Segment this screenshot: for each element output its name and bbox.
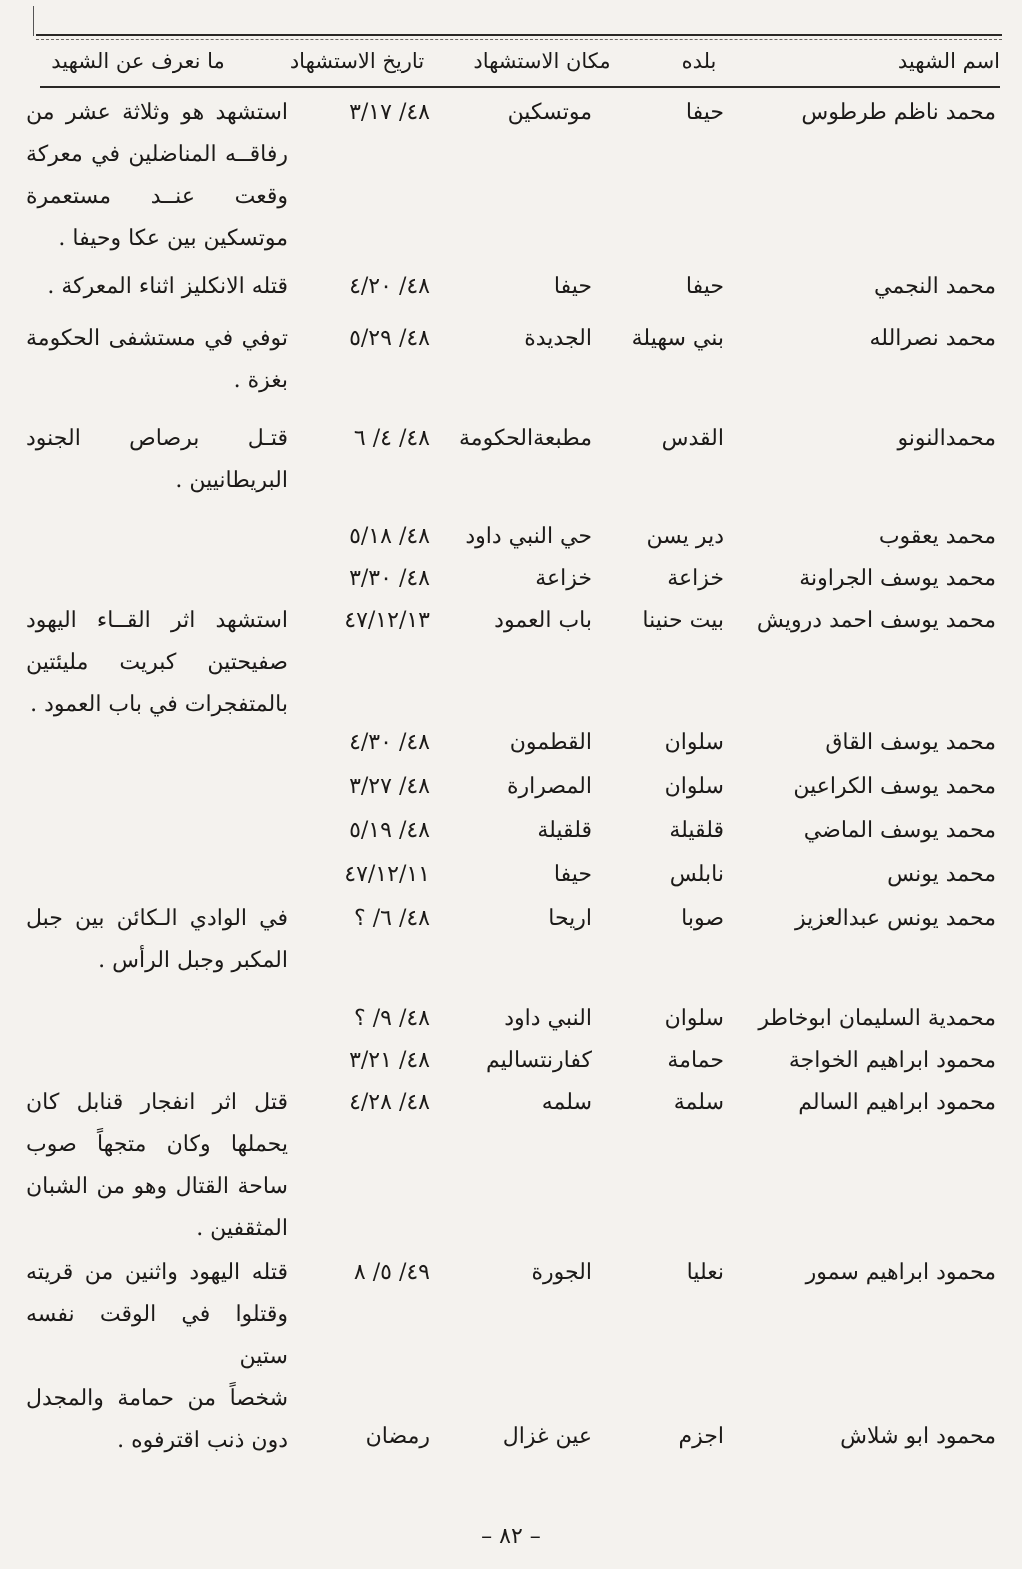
row-date: ٤٨/ ٥/١٩: [349, 818, 430, 843]
row-notes: [26, 600, 288, 726]
page-number: – ٨٢ –: [481, 1524, 541, 1549]
row-notes: [26, 318, 288, 402]
row-town: نعليا: [686, 1260, 724, 1285]
row-notes: [26, 92, 288, 260]
row-notes: [26, 266, 288, 308]
row-place: النبي داود: [504, 1006, 592, 1031]
row-place: خزاعة: [535, 566, 592, 591]
notes-line: يحملها وكان متجهاً صوب: [26, 1132, 288, 1157]
row-date: ٤٧/١٢/١١: [344, 862, 430, 887]
row-date: ٤٨/ ٦/ ؟: [354, 906, 430, 931]
header-town: بلده: [681, 49, 717, 73]
notes-line: المثقفين .: [196, 1216, 288, 1241]
row-date: ٤٨/ ٥/٢٩: [349, 326, 430, 351]
row-name: محمد ناظم طرطوس: [801, 100, 996, 125]
row-place: عين غزال: [502, 1424, 592, 1449]
row-date: ٤٨/ ٤/٣٠: [349, 730, 430, 755]
row-notes: [26, 1082, 288, 1250]
margin-mark: [33, 6, 34, 36]
row-town: اجزم: [678, 1424, 724, 1449]
notes-line: في الوادي الـكائن بين جبل: [26, 906, 288, 931]
notes-line: قتل اثر انفجار قنابل كان: [26, 1090, 288, 1115]
row-town: سلوان: [664, 730, 724, 755]
notes-line: استشهد هو وثلاثة عشر من: [26, 100, 288, 125]
row-date: ٤٨/ ٤/ ٦: [353, 426, 430, 451]
row-place: قلقيلة: [537, 818, 592, 843]
row-date: ٤٧/١٢/١٣: [344, 608, 430, 633]
header-name: اسم الشهيد: [897, 49, 1000, 73]
header-place: مكان الاستشهاد: [473, 49, 611, 73]
row-town: دير يسن: [646, 524, 724, 549]
row-date: ٤٨/ ٤/٢٠: [349, 274, 430, 299]
row-name: محمد يونس: [887, 862, 996, 887]
notes-line: دون ذنب اقترفوه .: [117, 1428, 288, 1453]
row-name: محمود ابراهيم الخواجة: [788, 1048, 996, 1073]
row-town: قلقيلة: [669, 818, 724, 843]
notes-line: وقتلوا في الوقت نفسه ستين: [26, 1302, 288, 1369]
notes-line: موتسكين بين عكا وحيفا .: [58, 226, 288, 251]
notes-line: وقعت عنــد مستعمرة: [26, 184, 288, 209]
top-rule-faint: [36, 39, 1002, 40]
row-town: سلوان: [664, 774, 724, 799]
row-date: رمضان: [365, 1424, 430, 1449]
notes-line: المكبر وجبل الرأس .: [98, 948, 288, 973]
row-place: اريحا: [548, 906, 592, 931]
row-place: المصرارة: [506, 774, 592, 799]
row-name: محمد يوسف الماضي: [803, 818, 996, 843]
row-place: الجديدة: [524, 326, 592, 351]
row-notes: [26, 418, 288, 502]
row-name: محمد يوسف احمد درويش: [756, 608, 996, 633]
row-town: بني سهيلة: [631, 326, 724, 351]
row-name: محمد نصرالله: [869, 326, 996, 351]
row-name: محمدالنونو: [897, 426, 996, 451]
row-place: موتسكين: [507, 100, 592, 125]
row-date: ٤٨/ ٣/٢١: [349, 1048, 430, 1073]
row-name: محمد يوسف الكراعين: [793, 774, 996, 799]
notes-line: توفي في مستشفى الحكومة: [26, 326, 288, 351]
notes-line: شخصاً من حمامة والمجدل: [26, 1386, 288, 1411]
row-town: خزاعة: [667, 566, 724, 591]
row-date: ٤٨/ ٤/٢٨: [349, 1090, 430, 1115]
row-town: سلمة: [673, 1090, 724, 1115]
table-header: [20, 44, 1002, 84]
notes-line: قتله اليهود واثنين من قريته: [26, 1260, 288, 1285]
row-town: صوبا: [681, 906, 724, 931]
notes-line: صفيحتين كبريت مليئتين: [26, 650, 288, 675]
row-town: حيفا: [685, 274, 724, 299]
notes-line: استشهد اثر القــاء اليهود: [26, 608, 288, 633]
row-date: ٤٨/ ٣/٢٧: [349, 774, 430, 799]
row-name: محمد يوسف القاق: [825, 730, 996, 755]
row-name: محمود ابراهيم سمور: [805, 1260, 996, 1285]
row-town: حيفا: [685, 100, 724, 125]
row-date: ٤٨/ ٣/٣٠: [349, 566, 430, 591]
notes-line: بغزة .: [233, 368, 288, 393]
row-place: حيفا: [553, 274, 592, 299]
notes-line: البريطانيين .: [175, 468, 288, 493]
row-name: محمد النجمي: [874, 274, 996, 299]
top-rule: [36, 34, 1002, 36]
row-town: القدس: [661, 426, 724, 451]
row-town: بيت حنينا: [642, 608, 724, 633]
row-place: الجورة: [531, 1260, 592, 1285]
row-date: ٤٨/ ٣/١٧: [349, 100, 430, 125]
header-notes: ما نعرف عن الشهيد: [51, 49, 225, 73]
row-place: باب العمود: [494, 608, 592, 633]
header-rule: [40, 86, 1000, 88]
row-name: محمد يعقوب: [878, 524, 996, 549]
row-place: حيفا: [553, 862, 592, 887]
row-notes: [26, 1252, 288, 1462]
row-town: حمامة: [667, 1048, 724, 1073]
row-date: ٤٨/ ٥/١٨: [349, 524, 430, 549]
row-place: كفارنتساليم: [485, 1048, 592, 1073]
row-town: سلوان: [664, 1006, 724, 1031]
row-place: القطمون: [509, 730, 592, 755]
row-notes: [26, 898, 288, 982]
row-place: مطبعةالحكومة: [459, 426, 592, 451]
notes-line: رفاقــه المناضلين في معركة: [26, 142, 288, 167]
row-name: محمدية السليمان ابوخاطر: [758, 1006, 996, 1031]
row-name: محمود ابراهيم السالم: [798, 1090, 996, 1115]
notes-line: بالمتفجرات في باب العمود .: [30, 692, 288, 717]
row-town: نابلس: [669, 862, 724, 887]
notes-line: ساحة القتال وهو من الشبان: [26, 1174, 288, 1199]
row-name: محمود ابو شلاش: [840, 1424, 996, 1449]
header-date: تاريخ الاستشهاد: [289, 49, 425, 73]
row-date: ٤٩/ ٥/ ٨: [353, 1260, 430, 1285]
row-name: محمد يونس عبدالعزيز: [794, 906, 996, 931]
row-place: حي النبي داود: [465, 524, 592, 549]
notes-line: قتـل برصاص الجنود: [26, 426, 288, 451]
row-date: ٤٨/ ٩/ ؟: [354, 1006, 430, 1031]
row-place: سلمه: [541, 1090, 592, 1115]
row-name: محمد يوسف الجراونة: [799, 566, 996, 591]
notes-line: قتله الانكليز اثناء المعركة .: [47, 274, 288, 299]
